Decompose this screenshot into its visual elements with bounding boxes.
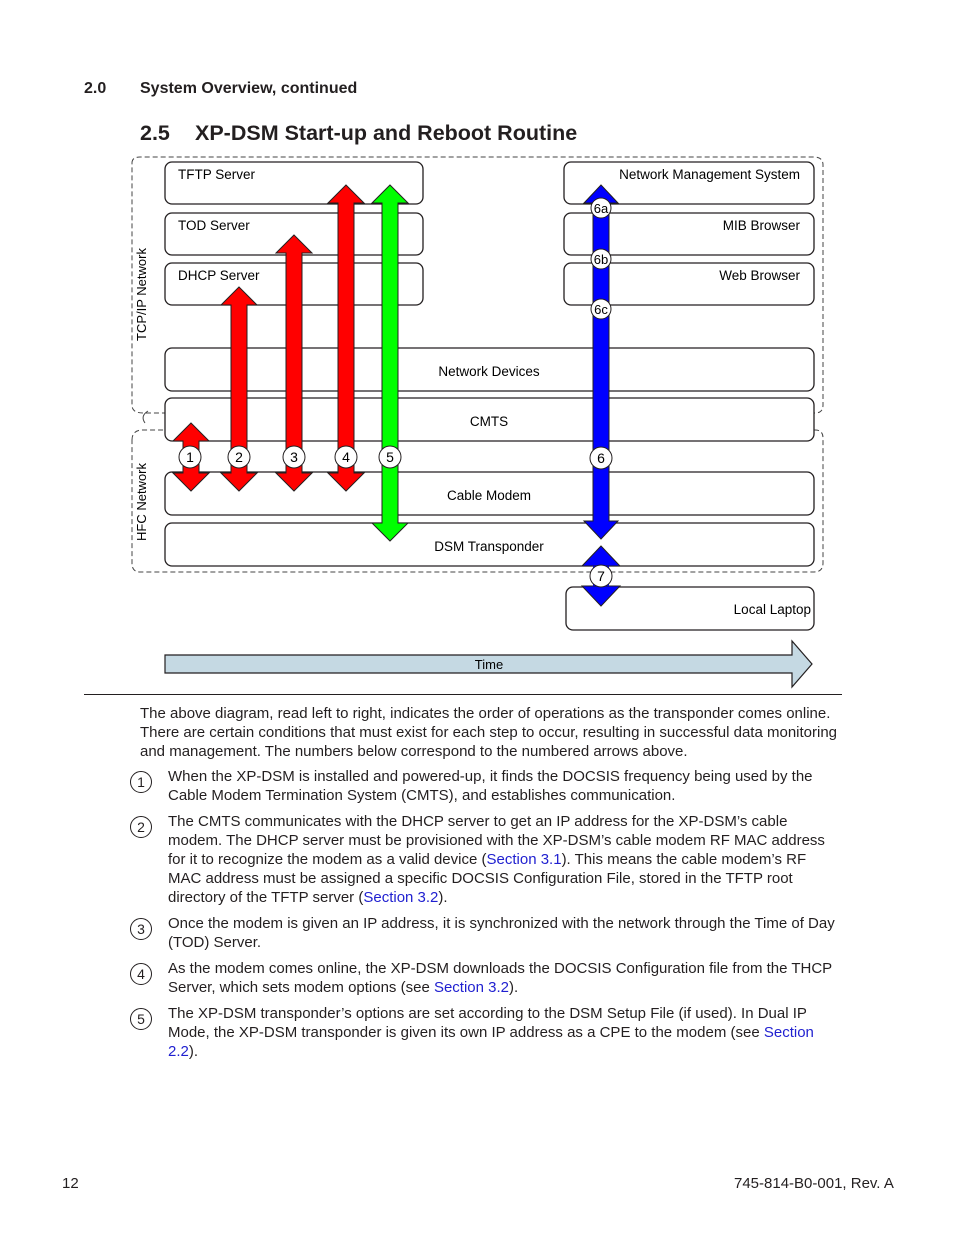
marker-2-label: 2 — [235, 449, 243, 465]
step-list — [130, 767, 842, 1068]
hfc-network-label: HFC Network — [134, 462, 149, 541]
marker-3-label: 3 — [290, 449, 298, 465]
marker-3 — [283, 446, 305, 468]
step-item-5 — [130, 1004, 842, 1061]
step-badge-2: 2 — [130, 816, 152, 838]
section-3-2-link-step4[interactable]: Section 3.2 — [433, 979, 510, 996]
step-text-4b: ). — [509, 979, 519, 996]
marker-4 — [335, 446, 357, 468]
tod-server-label: TOD Server — [178, 218, 250, 233]
marker-6a-label: 6a — [593, 201, 609, 216]
section-number: 2.0 — [84, 80, 107, 97]
local-laptop-label: Local Laptop — [733, 602, 811, 617]
step-badge-1: 1 — [130, 771, 152, 793]
section-3-1-link[interactable]: Section 3.1 — [486, 851, 562, 868]
divider-rule — [84, 694, 842, 695]
dsm-transponder-label: DSM Transponder — [434, 539, 544, 554]
step-item-4 — [130, 959, 842, 997]
step-item-3 — [130, 914, 842, 952]
marker-1 — [179, 446, 201, 468]
step-text-1: When the XP-DSM is installed and powered-up, it finds the DOCSIS frequency being used by the Cable Modem Termination System (CMTS), and establishes communication. — [168, 768, 813, 804]
marker-6c — [591, 299, 611, 319]
cable-modem-label: Cable Modem — [446, 488, 532, 503]
marker-1-label: 1 — [186, 449, 194, 465]
marker-2 — [228, 446, 250, 468]
step-item-2 — [130, 812, 842, 907]
marker-6a — [591, 198, 611, 218]
step-badge-3: 3 — [130, 918, 152, 940]
step-item-1 — [130, 767, 842, 805]
dhcp-server-label: DHCP Server — [178, 268, 260, 283]
document-number: 745-814-B0-001, Rev. A — [734, 1175, 894, 1192]
tcpip-network-label: TCP/IP Network — [134, 248, 149, 341]
step-text-2c: ). — [438, 889, 448, 906]
section-2-2-link[interactable]: Section 2.2 — [168, 1024, 814, 1060]
step-text-5a: The XP-DSM transponder’s options are set according to the DSM Setup File (if used). In Dual IP Mode, the XP-DSM transponder is given its own IP address as a CPE to the modem (see — [168, 1005, 807, 1041]
marker-7 — [590, 565, 612, 587]
marker-7-label: 7 — [597, 568, 605, 584]
marker-6b-label: 6b — [593, 252, 609, 267]
marker-5 — [379, 446, 401, 468]
marker-4-label: 4 — [342, 449, 350, 465]
page-number: 12 — [62, 1175, 79, 1192]
section-title: System Overview, continued — [140, 80, 358, 97]
network-devices-label: Network Devices — [438, 364, 540, 379]
marker-6-label: 6 — [597, 450, 605, 466]
marker-6c-label: 6c — [594, 302, 608, 317]
nms-label: Network Management System — [619, 167, 800, 182]
title-text: XP-DSM Start-up and Reboot Routine — [195, 121, 578, 145]
step-badge-5: 5 — [130, 1008, 152, 1030]
section-3-2-link[interactable]: Section 3.2 — [363, 889, 439, 906]
web-browser-label: Web Browser — [719, 268, 800, 283]
step-badge-4: 4 — [130, 963, 152, 985]
marker-6b — [591, 249, 611, 269]
marker-5-label: 5 — [386, 449, 394, 465]
mib-browser-label: MIB Browser — [722, 218, 800, 233]
step-text-5b: ). — [188, 1043, 199, 1060]
marker-6 — [590, 447, 612, 469]
title-number: 2.5 — [140, 121, 170, 145]
step-text-3: Once the modem is given an IP address, it is synchronized with the network through the Time of Day (TOD) Server. — [168, 915, 835, 951]
time-label: Time — [474, 657, 504, 672]
intro-paragraph: The above diagram, read left to right, indicates the order of operations as the transponder comes online. There are certain conditions that must exist for each step to occur, resulting in successful data monitoring and management. The numbers below correspond to the numbered arrows above. — [140, 705, 838, 760]
step-text-4a: As the modem comes online, the XP-DSM downloads the DOCSIS Configuration file from the THCP Server, which sets modem options (see — [168, 960, 832, 996]
tftp-server-label: TFTP Server — [178, 167, 256, 182]
cmts-label: CMTS — [469, 414, 509, 429]
step-text-2a: The CMTS communicates with the DHCP server to get an IP address for the XP-DSM’s cable modem. The DHCP server must be provisioned with the XP-DSM’s cable modem RF MAC address for it to recognize the modem as a valid device ( — [168, 813, 825, 868]
step-text-2b: ). This means the cable modem’s RF MAC address must be assigned a specific DOCSIS Configuration File, stored in the TFTP root directory of the TFTP server ( — [168, 851, 807, 906]
